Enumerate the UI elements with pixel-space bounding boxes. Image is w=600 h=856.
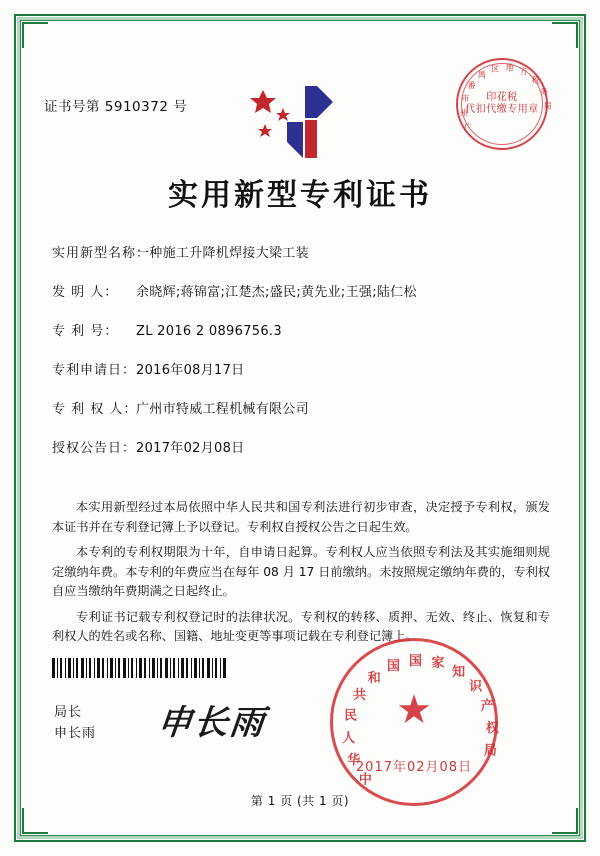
field-utility-model-name bbox=[52, 245, 552, 263]
field-patent-number bbox=[52, 323, 552, 341]
page-footer: 第 1 页 (共 1 页) bbox=[250, 794, 350, 808]
field-value: ZL 2016 2 0896756.3 bbox=[136, 324, 282, 339]
field-label: 授权公告日： bbox=[52, 441, 137, 456]
director-signature: 申长雨 bbox=[155, 703, 268, 743]
field-label: 专 利 权 人： bbox=[52, 402, 138, 417]
patent-office-logo-icon bbox=[243, 80, 363, 165]
national-ip-office-seal: 中 华 人 民 共 和 国 国 家 知 识 产 权 局 ★ 2017年02月08日 bbox=[330, 638, 498, 806]
seal-arc-text: 广 州 市 番 禺 区 地 方 税 务 局 bbox=[460, 63, 552, 132]
seal-date: 2017年02月08日 bbox=[355, 760, 473, 775]
director-name: 申长雨 bbox=[54, 726, 97, 741]
field-value: 广州市特威工程机械有限公司 bbox=[136, 402, 309, 417]
field-value: 余晓辉;蒋锦富;江楚杰;盛民;黄先业;王强;陆仁松 bbox=[136, 285, 417, 300]
field-value: 2017年02月08日 bbox=[136, 441, 245, 456]
legal-paragraph-3: 专利证书记载专利权登记时的法律状况。专利权的转移、质押、无效、终止、恢复和专利权人的姓名或名称、国籍、地址变更等事项记载在专利登记簿上。 bbox=[52, 609, 550, 643]
field-application-date bbox=[52, 362, 552, 380]
star-icon: ★ bbox=[396, 687, 432, 733]
seal-center-text bbox=[456, 92, 548, 116]
tax-stamp-seal bbox=[456, 58, 552, 150]
field-label: 发 明 人： bbox=[52, 285, 119, 300]
page-title: 实用新型专利证书 bbox=[168, 178, 432, 213]
field-grant-date bbox=[52, 440, 552, 458]
field-value: 2016年08月17日 bbox=[136, 363, 245, 378]
barcode bbox=[52, 658, 230, 678]
field-value: 一种施工升降机焊接大梁工装 bbox=[136, 246, 309, 261]
seal-center-line1: 印花税 bbox=[486, 92, 518, 103]
legal-text bbox=[52, 498, 550, 653]
field-label: 专利申请日： bbox=[52, 363, 137, 378]
certificate-number: 证书号第 5910372 号 bbox=[44, 99, 188, 115]
field-patentee bbox=[52, 401, 552, 419]
certificate-fields bbox=[52, 245, 552, 479]
seal-center-line2: 代扣代缴专用章 bbox=[465, 104, 539, 115]
director-label: 局长 bbox=[54, 705, 83, 720]
field-label: 实用新型名称： bbox=[52, 246, 151, 261]
field-inventors bbox=[52, 284, 552, 302]
certificate-content bbox=[40, 40, 560, 816]
field-label: 专 利 号： bbox=[52, 324, 119, 339]
legal-paragraph-1: 本实用新型经过本局依照中华人民共和国专利法进行初步审查，决定授予专利权，颁发本证书并在专利登记簿上予以登记。专利权自授权公告之日起生效。 bbox=[52, 500, 550, 534]
legal-paragraph-2: 本专利的专利权期限为十年，自申请日起算。专利权人应当依照专利法及其实施细则规定缴纳年费。本专利的年费应当在每年 08 月 17 日前缴纳。未按照规定缴纳年费的，专利权自应当缴纳年费期满之日起终止。 bbox=[52, 545, 550, 598]
director-block bbox=[54, 702, 96, 744]
